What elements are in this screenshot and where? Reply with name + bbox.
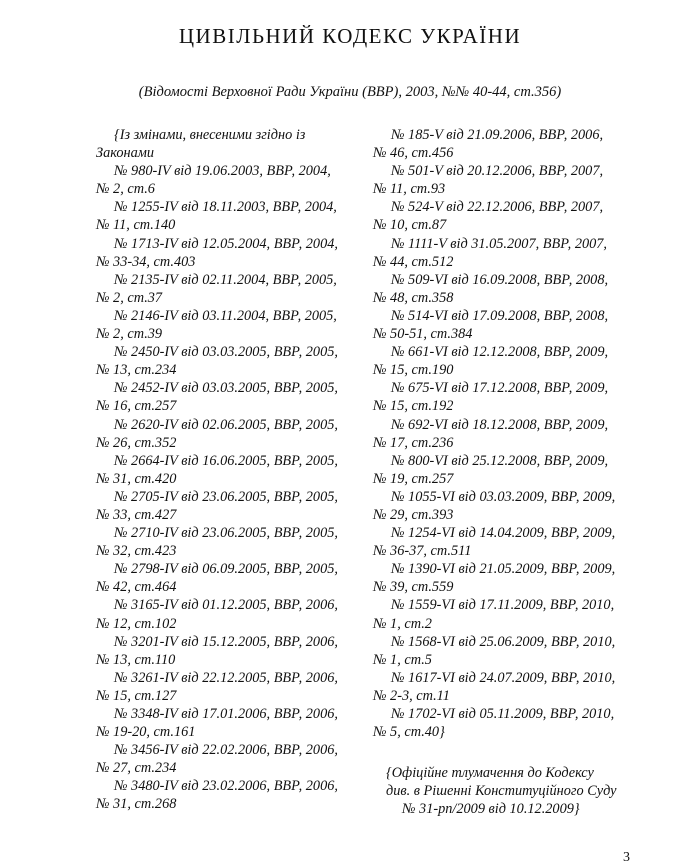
amendment-line: {Із змінами, внесеними згідно із <box>114 127 306 143</box>
amendment-line: № 48, ст.358 <box>373 289 454 306</box>
amendment-line: № 2620-IV від 02.06.2005, ВВР, 2005, <box>114 416 338 433</box>
amendment-line: № 1702-VI від 05.11.2009, ВВР, 2010, <box>391 706 615 722</box>
amendment-line: № 3165-IV від 01.12.2005, ВВР, 2006, <box>114 597 338 614</box>
amendment-line: № 2450-IV від 03.03.2005, ВВР, 2005, <box>114 344 338 361</box>
amendment-line: № 36-37, ст.511 <box>373 543 472 560</box>
amendment-line: № 26, ст.352 <box>96 434 177 451</box>
amendment-line: № 50-51, ст.384 <box>373 326 473 343</box>
amendment-line: № 46, ст.456 <box>373 145 454 162</box>
amendment-line: № 12, ст.102 <box>96 615 177 632</box>
amendment-line: № 2135-IV від 02.11.2004, ВВР, 2005, <box>114 271 337 288</box>
amendment-line: № 33, ст.427 <box>96 506 177 523</box>
amendment-line: № 800-VI від 25.12.2008, ВВР, 2009, <box>391 452 609 469</box>
note-line: {Офіційне тлумачення до Кодексу <box>386 765 594 781</box>
amendment-line: № 1559-VI від 17.11.2009, ВВР, 2010, <box>391 597 615 614</box>
amendment-line: № 1254-VI від 14.04.2009, ВВР, 2009, <box>391 525 616 542</box>
publication-source: (Відомості Верховної Ради України (ВВР), 2003, №№ 40-44, ст.356) <box>138 84 562 100</box>
amendment-line: № 2705-IV від 23.06.2005, ВВР, 2005, <box>114 488 338 505</box>
amendment-line: № 11, ст.93 <box>373 181 446 198</box>
amendment-line: № 1617-VI від 24.07.2009, ВВР, 2010, <box>391 669 616 686</box>
amendment-line: № 2, ст.39 <box>96 326 163 343</box>
amendment-line: № 2, ст.37 <box>96 289 163 306</box>
amendment-line: № 1255-IV від 18.11.2003, ВВР, 2004, <box>114 199 337 216</box>
amendment-line: № 44, ст.512 <box>373 253 454 270</box>
amendment-line: № 675-VI від 17.12.2008, ВВР, 2009, <box>391 380 609 397</box>
amendment-line: № 2146-IV від 03.11.2004, ВВР, 2005, <box>114 307 337 324</box>
amendment-line: № 980-IV від 19.06.2003, ВВР, 2004, <box>114 163 331 180</box>
amendment-line: № 501-V від 20.12.2006, ВВР, 2007, <box>391 163 604 180</box>
amendment-line: № 509-VI від 16.09.2008, ВВР, 2008, <box>391 271 609 288</box>
amendment-line: № 15, ст.190 <box>373 362 454 379</box>
amendments-right-column <box>373 126 641 741</box>
amendment-line: № 1055-VI від 03.03.2009, ВВР, 2009, <box>391 488 616 505</box>
amendment-line: № 15, ст.192 <box>373 398 454 415</box>
amendment-line: № 19, ст.257 <box>373 470 454 487</box>
amendment-line: № 1, ст.2 <box>373 615 432 632</box>
amendment-line: № 2, ст.6 <box>96 181 155 198</box>
amendment-line: Законами <box>96 145 155 162</box>
amendment-line: № 11, ст.140 <box>96 217 176 234</box>
amendment-line: № 10, ст.87 <box>373 217 447 234</box>
amendment-line: № 514-VI від 17.09.2008, ВВР, 2008, <box>391 307 609 324</box>
amendment-line: № 42, ст.464 <box>96 579 177 596</box>
amendment-line: № 2452-IV від 03.03.2005, ВВР, 2005, <box>114 380 338 397</box>
amendment-line: № 2798-IV від 06.09.2005, ВВР, 2005, <box>114 561 338 578</box>
amendment-line: № 17, ст.236 <box>373 434 454 451</box>
amendment-line: № 3201-IV від 15.12.2005, ВВР, 2006, <box>114 633 338 650</box>
amendment-line: № 39, ст.559 <box>373 579 454 596</box>
amendments-left-column <box>96 126 364 814</box>
amendment-line: № 27, ст.234 <box>96 760 177 777</box>
note-line: див. в Рішенні Конституційного Суду <box>386 783 617 800</box>
amendment-line: № 29, ст.393 <box>373 506 454 523</box>
amendment-line: № 3261-IV від 22.12.2005, ВВР, 2006, <box>114 669 338 686</box>
amendment-line: № 3480-IV від 23.02.2006, ВВР, 2006, <box>114 778 338 795</box>
amendment-line: № 3348-IV від 17.01.2006, ВВР, 2006, <box>114 706 338 722</box>
amendment-line: № 2664-IV від 16.06.2005, ВВР, 2005, <box>114 452 338 469</box>
note-line: № 31-рп/2009 від 10.12.2009} <box>402 801 580 818</box>
amendment-line: № 31, ст.268 <box>96 796 177 813</box>
official-interpretation-note <box>386 764 646 818</box>
amendment-line: № 31, ст.420 <box>96 470 177 487</box>
amendment-line: № 1, ст.5 <box>373 651 432 668</box>
amendment-line: № 692-VI від 18.12.2008, ВВР, 2009, <box>391 416 609 433</box>
amendment-line: № 13, ст.234 <box>96 362 177 379</box>
amendment-line: № 19-20, ст.161 <box>96 724 196 741</box>
amendment-line: № 33-34, ст.403 <box>96 253 196 270</box>
amendment-line: № 32, ст.423 <box>96 543 177 560</box>
amendment-line: № 1111-V від 31.05.2007, ВВР, 2007, <box>391 235 608 252</box>
amendment-line: № 2-3, ст.11 <box>373 687 450 704</box>
amendment-line: № 524-V від 22.12.2006, ВВР, 2007, <box>391 199 604 216</box>
amendment-line: № 1713-IV від 12.05.2004, ВВР, 2004, <box>114 235 338 252</box>
amendment-line: № 1568-VI від 25.06.2009, ВВР, 2010, <box>391 633 616 650</box>
amendment-line: № 15, ст.127 <box>96 687 177 704</box>
amendment-line: № 2710-IV від 23.06.2005, ВВР, 2005, <box>114 525 338 542</box>
amendment-line: № 185-V від 21.09.2006, ВВР, 2006, <box>391 127 604 143</box>
amendment-line: № 1390-VI від 21.05.2009, ВВР, 2009, <box>391 561 616 578</box>
amendment-line: № 3456-IV від 22.02.2006, ВВР, 2006, <box>114 742 338 759</box>
amendment-line: № 5, ст.40} <box>373 724 445 741</box>
page-number: 3 <box>623 850 630 865</box>
amendment-line: № 661-VI від 12.12.2008, ВВР, 2009, <box>391 344 609 361</box>
amendment-line: № 16, ст.257 <box>96 398 177 415</box>
document-title: ЦИВІЛЬНИЙ КОДЕКС УКРАЇНИ <box>178 24 522 48</box>
amendment-line: № 13, ст.110 <box>96 651 176 668</box>
